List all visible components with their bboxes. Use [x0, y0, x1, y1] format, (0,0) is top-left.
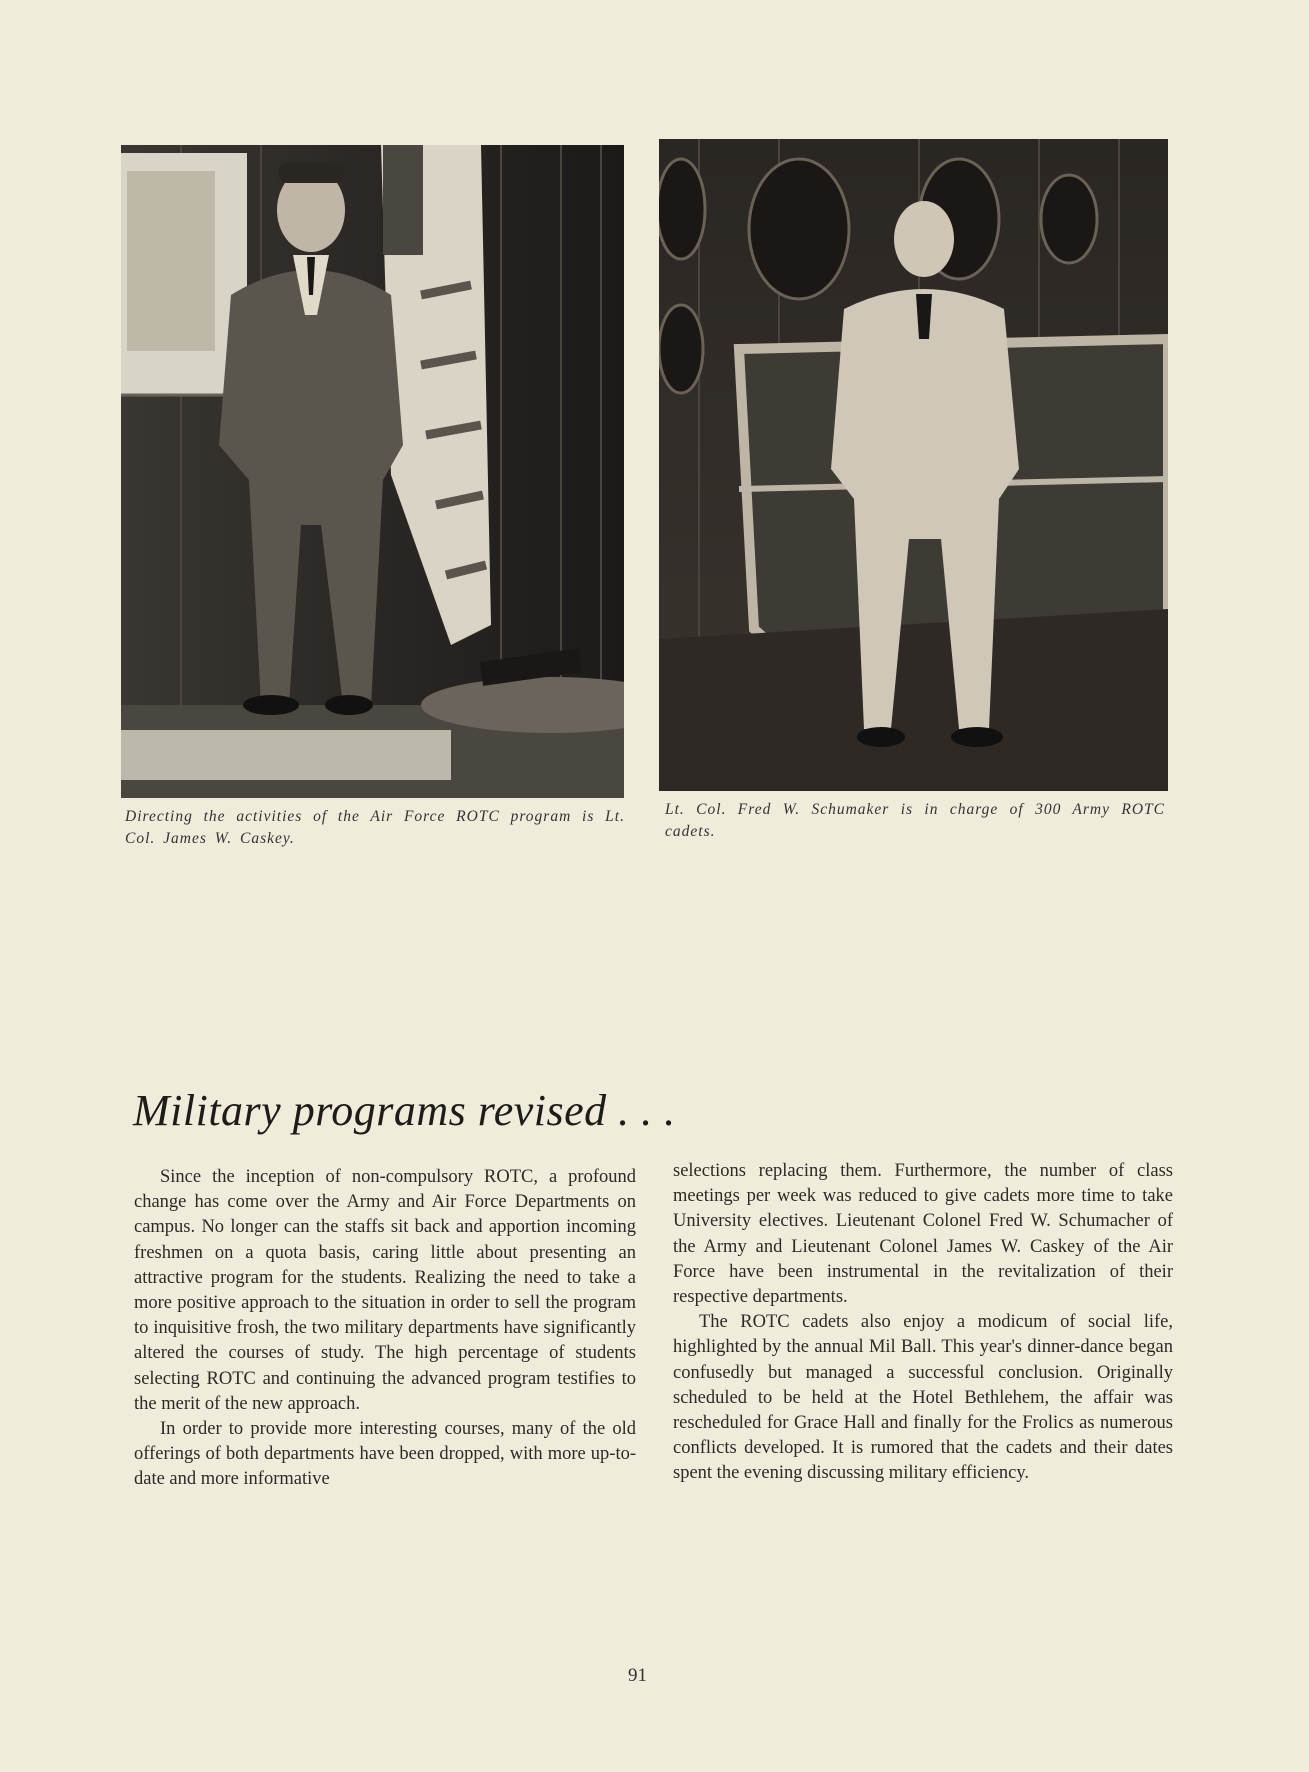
photo-caption-left: Directing the activities of the Air Force ROTC program is Lt. Col. James W. Caskey. — [125, 808, 625, 847]
page-number: 91 — [628, 1665, 647, 1686]
paragraph: The ROTC cadets also enjoy a modicum of social life, highlighted by the annual Mil Ball. This year's dinner-dance began confusedly but managed a successful conclusion. Originally scheduled to be held at the Hotel Bethlehem, the affair was rescheduled for Grace Hall and finally for the Frolics as numerous conflicts developed. It is rumored that the cadets and their dates spent the evening discussing military efficiency. — [673, 1312, 1173, 1484]
article-column-right — [673, 1159, 1173, 1487]
paragraph: Since the inception of non-compulsory ROTC, a profound change has come over the Army and Air Force Departments on campus. No longer can the staffs sit back and apportion incoming freshmen on a quota basis, caring little about presenting an attractive program for the students. Realizing the need to take a more positive approach to the situation in order to sell the program to inquisitive frosh, the two military departments have significantly altered the courses of study. The high percentage of students selecting ROTC and continuing the advanced program testifies to the merit of the new approach. — [134, 1167, 636, 1414]
paragraph: In order to provide more interesting courses, many of the old offerings of both departments have been dropped, with more up-to-date and more informative — [134, 1419, 636, 1490]
photo-army-officer — [659, 139, 1168, 791]
paragraph: selections replacing them. Furthermore, the number of class meetings per week was reduced to give cadets more time to take University electives. Lieutenant Colonel Fred W. Schumacher of the Army and Lieutenant Colonel James W. Caskey of the Air Force have been instrumental in the revitalization of their respective departments. — [673, 1161, 1173, 1308]
article-column-left — [134, 1165, 636, 1493]
photo-air-force-officer — [121, 145, 624, 798]
article-headline: Military programs revised . . . — [133, 1086, 676, 1135]
photo-caption-right: Lt. Col. Fred W. Schumaker is in charge of 300 Army ROTC cadets. — [665, 801, 1165, 840]
